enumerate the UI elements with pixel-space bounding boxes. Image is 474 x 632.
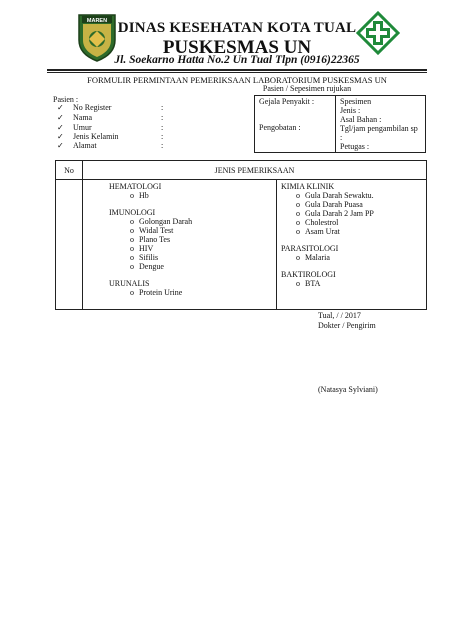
gejala-label: Gejala Penyakit : — [259, 97, 315, 106]
info-right-cell — [336, 96, 426, 153]
field-label: Jenis Kelamin — [73, 132, 119, 141]
item-label: Widal Test — [139, 226, 174, 235]
list-item — [109, 244, 276, 253]
field-sep: : — [161, 103, 164, 112]
item-label: Hb — [139, 191, 149, 200]
item-label: Asam Urat — [305, 227, 340, 236]
form-title: FORMULIR PERMINTAAN PEMERIKSAAN LABORATORIUM PUSKESMAS UN — [87, 75, 387, 85]
asal-bahan-label: Asal Bahan : — [340, 115, 382, 124]
list-item — [281, 209, 426, 218]
pengobatan-label: Pengobatan : — [259, 123, 301, 132]
item-label: Golongan Darah — [139, 217, 193, 226]
section-imunologi: IMUNOLOGI — [109, 208, 156, 217]
item-label: Protein Urine — [139, 288, 183, 297]
pasien-field-nama — [57, 113, 163, 122]
bullet-icon: o — [130, 235, 134, 244]
spesimen-label: Spesimen — [340, 97, 372, 106]
list-item — [109, 226, 276, 235]
list-item — [109, 253, 276, 262]
header-address: Jl. Soekarno Hatta No.2 Un Tual Tlpn (0916)22365 — [114, 54, 360, 66]
list-item — [109, 235, 276, 244]
no-cell — [56, 180, 83, 310]
check-icon: ✓ — [57, 132, 64, 141]
item-label: Malaria — [305, 253, 330, 262]
section-kimia-klinik: KIMIA KLINIK — [281, 182, 335, 191]
jenis-label: Jenis : — [340, 106, 361, 115]
field-label: Umur — [73, 123, 92, 132]
list-item — [281, 218, 426, 227]
item-label: Plano Tes — [139, 235, 171, 244]
list-item — [109, 191, 276, 200]
pasien-field-umur — [57, 123, 163, 132]
list-item — [109, 262, 276, 271]
check-icon: ✓ — [57, 103, 64, 112]
footer-nama: (Natasya Sylviani) — [318, 385, 378, 394]
list-item — [281, 253, 426, 262]
bullet-icon: o — [296, 227, 300, 236]
info-box — [254, 95, 426, 153]
list-item — [109, 288, 276, 297]
col-jenis-header: JENIS PEMERIKSAAN — [83, 161, 427, 180]
check-icon: ✓ — [57, 123, 64, 132]
list-item — [109, 217, 276, 226]
item-label: Cholestrol — [305, 218, 339, 227]
bullet-icon: o — [296, 209, 300, 218]
right-column — [277, 180, 427, 310]
bullet-icon: o — [130, 262, 134, 271]
item-label: Dengue — [139, 262, 164, 271]
item-label: BTA — [305, 279, 321, 288]
bullet-icon: o — [130, 288, 134, 297]
item-label: Gula Darah Sewaktu. — [305, 191, 374, 200]
pasien-field-no-register — [57, 103, 163, 112]
header-rule-thin — [47, 72, 427, 73]
check-icon: ✓ — [57, 113, 64, 122]
field-label: Nama — [73, 113, 93, 122]
bullet-icon: o — [130, 217, 134, 226]
field-sep: : — [161, 123, 164, 132]
list-item — [281, 227, 426, 236]
section-urunalis: URUNALIS — [109, 279, 150, 288]
bullet-icon: o — [130, 253, 134, 262]
bullet-icon: o — [296, 279, 300, 288]
footer-date: Tual, / / 2017 — [318, 311, 361, 320]
col-no-header: No — [56, 161, 83, 180]
list-item — [281, 191, 426, 200]
bullet-icon: o — [296, 191, 300, 200]
field-sep: : — [161, 113, 164, 122]
bullet-icon: o — [296, 253, 300, 262]
header-rule-thick — [47, 69, 427, 71]
section-parasitologi: PARASITOLOGI — [281, 244, 339, 253]
item-label: Sifilis — [139, 253, 159, 262]
pasien-field-alamat — [57, 141, 163, 150]
item-label: Gula Darah 2 Jam PP — [305, 209, 374, 218]
tgl-pengambilan-label: Tgl/jam pengambilan sp : — [340, 124, 418, 142]
pemeriksaan-table — [55, 160, 427, 310]
list-item — [281, 200, 426, 209]
list-item — [281, 279, 426, 288]
field-sep: : — [161, 141, 164, 150]
bullet-icon: o — [130, 244, 134, 253]
info-left-cell — [255, 96, 336, 153]
bullet-icon: o — [296, 218, 300, 227]
section-bakteriologi: BAKTIROLOGI — [281, 270, 336, 279]
field-label: No Register — [73, 103, 112, 112]
bullet-icon: o — [296, 200, 300, 209]
header-puskesmas: PUSKESMAS UN — [162, 37, 312, 58]
item-label: HIV — [139, 244, 154, 253]
pasien-field-jenis-kelamin — [57, 132, 163, 141]
field-sep: : — [161, 132, 164, 141]
form-subtitle: Pasien / Sepesimen rujukan — [262, 84, 352, 93]
item-label: Gula Darah Puasa — [305, 200, 363, 209]
check-icon: ✓ — [57, 141, 64, 150]
bullet-icon: o — [130, 191, 134, 200]
header-dinas: DINAS KESEHATAN KOTA TUAL — [117, 20, 357, 36]
bullet-icon: o — [130, 226, 134, 235]
pasien-label: Pasien : — [53, 95, 79, 104]
footer-dokter: Dokter / Pengirim — [318, 321, 376, 330]
field-label: Alamat — [73, 141, 97, 150]
maren-logo-text: MAREN — [86, 18, 108, 24]
section-hematologi: HEMATOLOGI — [109, 182, 162, 191]
left-column — [83, 180, 277, 310]
petugas-label: Petugas : — [340, 142, 370, 151]
